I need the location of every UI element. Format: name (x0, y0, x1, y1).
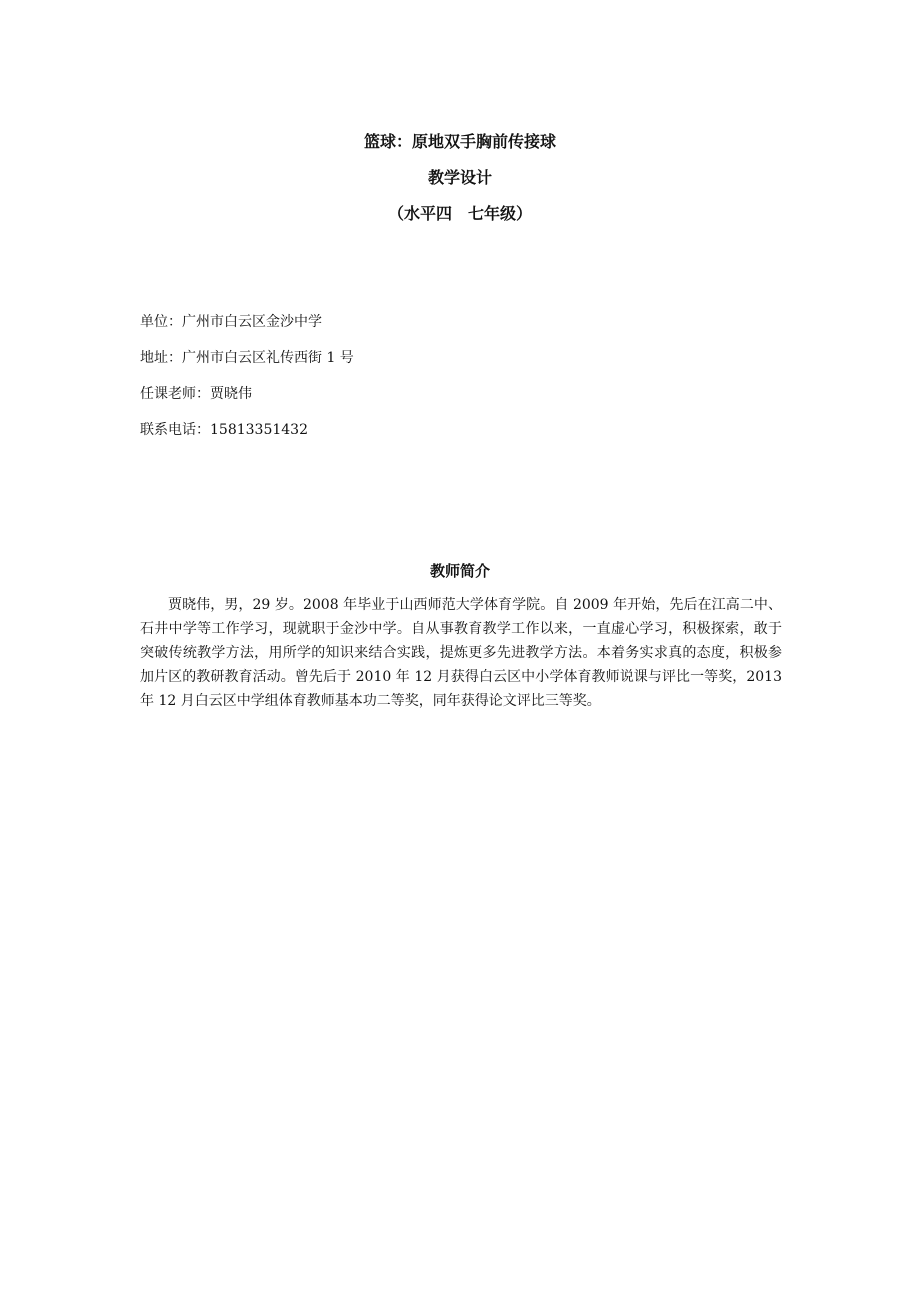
phone-line: 联系电话：15813351432 (140, 422, 308, 438)
bio-heading: 教师简介 (429, 562, 490, 580)
document-title: 篮球：原地双手胸前传接球 (363, 132, 556, 151)
title-block (0, 124, 920, 232)
grade-level: （水平四 七年级） (387, 204, 532, 223)
unit-line: 单位：广州市白云区金沙中学 (140, 314, 322, 330)
bio-paragraph: 贾晓伟，男，29 岁。2008 年毕业于山西师范大学体育学院。自 2009 年开始，先后在江高二中、石井中学等工作学习，现就职于金沙中学。自从事教育教学工作以来，一直虚心学习，积极探索，敢于突破传统教学方法，用所学的知识来结合实践，提炼更多先进教学方法。本着务实求真的态度，积极参加片区的教研教育活动。曾先后于 2010 年 12 月获得白云区中小学体育教师说课与评比一等奖，2013 年 12 月白云区中学组体育教师基本功二等奖，同年获得论文评比三等奖。 (140, 597, 782, 709)
address-line: 地址：广州市白云区礼传西街 1 号 (140, 350, 354, 366)
info-block (140, 304, 800, 448)
teacher-line: 任课老师：贾晓伟 (140, 386, 252, 402)
document-subtitle: 教学设计 (427, 168, 492, 187)
